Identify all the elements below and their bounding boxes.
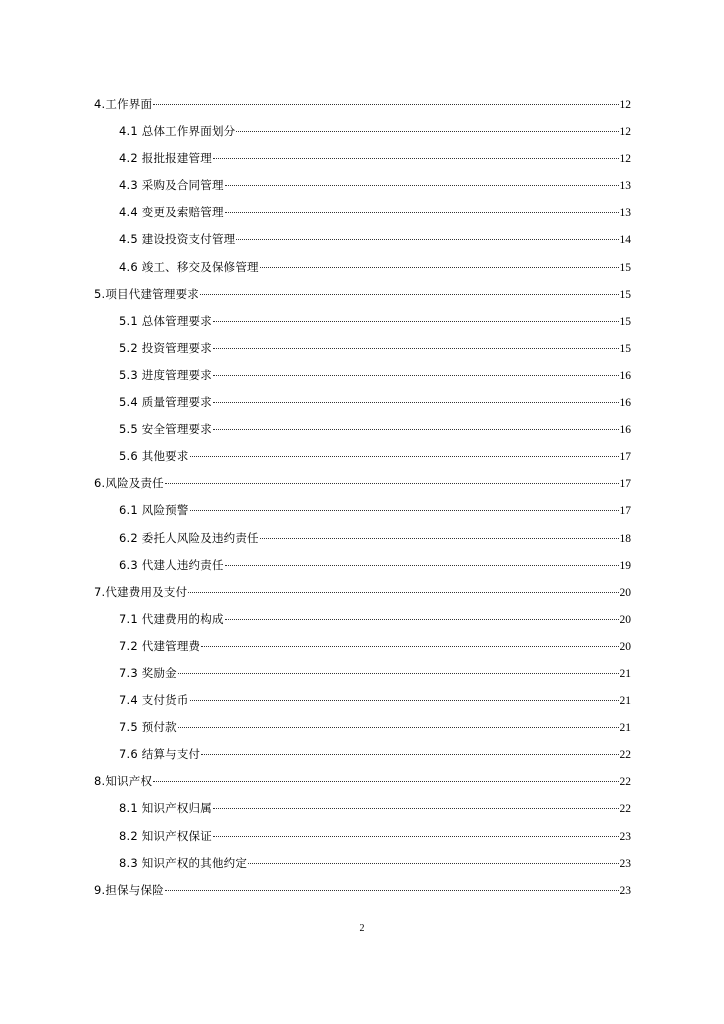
- toc-entry-title: 8.知识产权: [94, 774, 153, 789]
- toc-entry-title: 6.1 风险预警: [119, 503, 189, 518]
- toc-entry-page-number: 21: [619, 667, 631, 680]
- toc-subsection-entry[interactable]: [94, 497, 631, 524]
- toc-entry-page-number: 16: [619, 424, 631, 437]
- toc-entry-page-number: 12: [619, 99, 631, 111]
- toc-entry-title: 7.4 支付货币: [119, 693, 189, 708]
- toc-dot-leader: [190, 456, 619, 457]
- toc-dot-leader: [213, 348, 619, 349]
- toc-section-entry[interactable]: [94, 91, 631, 118]
- toc-dot-leader: [200, 294, 619, 295]
- toc-subsection-entry[interactable]: [94, 660, 631, 687]
- toc-entry-title: 7.5 预付款: [119, 720, 177, 735]
- toc-dot-leader: [225, 565, 619, 566]
- toc-entry-title: 4.2 报批报建管理: [119, 151, 212, 166]
- toc-entry-page-number: 12: [619, 153, 631, 166]
- toc-entry-page-number: 19: [619, 559, 631, 572]
- toc-dot-leader: [213, 158, 619, 159]
- toc-entry-page-number: 22: [619, 749, 631, 762]
- toc-entry-page-number: 16: [619, 397, 631, 410]
- toc-entry-title: 4.5 建设投资支付管理: [119, 232, 236, 247]
- toc-dot-leader: [201, 754, 618, 755]
- toc-entry-title: 7.3 奖励金: [119, 665, 177, 680]
- toc-subsection-entry[interactable]: [94, 823, 631, 850]
- toc-section-entry[interactable]: [94, 877, 631, 904]
- toc-entry-page-number: 16: [619, 369, 631, 382]
- toc-subsection-entry[interactable]: [94, 362, 631, 389]
- toc-entry-page-number: 15: [619, 261, 631, 274]
- toc-dot-leader: [178, 727, 619, 728]
- toc-entry-page-number: 20: [619, 613, 631, 626]
- toc-dot-leader: [190, 510, 619, 511]
- toc-dot-leader: [178, 673, 619, 674]
- table-of-contents: [94, 91, 631, 904]
- toc-entry-page-number: 23: [619, 884, 631, 897]
- toc-dot-leader: [225, 185, 619, 186]
- toc-entry-title: 5.项目代建管理要求: [94, 286, 199, 301]
- toc-entry-page-number: 23: [619, 857, 631, 870]
- toc-entry-title: 9.担保与保险: [94, 882, 164, 897]
- toc-entry-page-number: 20: [619, 640, 631, 653]
- toc-dot-leader: [248, 863, 618, 864]
- toc-entry-title: 5.1 总体管理要求: [119, 313, 212, 328]
- toc-section-entry[interactable]: [94, 281, 631, 308]
- toc-entry-title: 6.2 委托人风险及违约责任: [119, 530, 259, 545]
- toc-section-entry[interactable]: [94, 470, 631, 497]
- toc-dot-leader: [225, 212, 619, 213]
- toc-entry-page-number: 15: [619, 315, 631, 328]
- toc-entry-title: 4.6 竣工、移交及保修管理: [119, 259, 259, 274]
- toc-entry-page-number: 15: [619, 288, 631, 301]
- toc-entry-page-number: 18: [619, 532, 631, 545]
- toc-dot-leader: [236, 131, 618, 132]
- toc-entry-page-number: 13: [619, 207, 631, 220]
- toc-entry-title: 8.3 知识产权的其他约定: [119, 855, 248, 870]
- toc-entry-title: 5.3 进度管理要求: [119, 367, 212, 382]
- toc-entry-title: 6.3 代建人违约责任: [119, 557, 224, 572]
- toc-dot-leader: [213, 808, 619, 809]
- toc-entry-title: 7.代建费用及支付: [94, 584, 188, 599]
- toc-entry-page-number: 23: [619, 830, 631, 843]
- toc-entry-page-number: 17: [619, 451, 631, 464]
- page-number: 2: [359, 923, 365, 934]
- toc-entry-title: 5.5 安全管理要求: [119, 422, 212, 437]
- toc-entry-title: 6.风险及责任: [94, 476, 164, 491]
- toc-entry-page-number: 14: [619, 234, 631, 247]
- toc-subsection-entry[interactable]: [94, 714, 631, 741]
- toc-dot-leader: [165, 483, 619, 484]
- toc-section-entry[interactable]: [94, 579, 631, 606]
- toc-subsection-entry[interactable]: [94, 850, 631, 877]
- toc-subsection-entry[interactable]: [94, 606, 631, 633]
- toc-dot-leader: [201, 646, 618, 647]
- toc-entry-title: 5.2 投资管理要求: [119, 340, 212, 355]
- toc-subsection-entry[interactable]: [94, 795, 631, 822]
- toc-entry-page-number: 17: [619, 505, 631, 518]
- toc-dot-leader: [188, 592, 618, 593]
- toc-dot-leader: [165, 890, 619, 891]
- toc-entry-title: 7.6 结算与支付: [119, 747, 201, 762]
- toc-entry-title: 7.1 代建费用的构成: [119, 611, 224, 626]
- toc-subsection-entry[interactable]: [94, 633, 631, 660]
- toc-subsection-entry[interactable]: [94, 389, 631, 416]
- toc-section-entry[interactable]: [94, 768, 631, 795]
- toc-entry-page-number: 20: [619, 586, 631, 599]
- toc-entry-title: 4.3 采购及合同管理: [119, 178, 224, 193]
- toc-entry-page-number: 22: [619, 776, 631, 789]
- toc-dot-leader: [213, 321, 619, 322]
- toc-subsection-entry[interactable]: [94, 308, 631, 335]
- toc-dot-leader: [225, 619, 619, 620]
- toc-dot-leader: [213, 429, 619, 430]
- toc-subsection-entry[interactable]: [94, 172, 631, 199]
- toc-subsection-entry[interactable]: [94, 118, 631, 145]
- toc-entry-title: 4.4 变更及索赔管理: [119, 205, 224, 220]
- toc-entry-page-number: 12: [619, 126, 631, 139]
- toc-dot-leader: [213, 375, 619, 376]
- toc-dot-leader: [153, 781, 618, 782]
- toc-subsection-entry[interactable]: [94, 335, 631, 362]
- toc-entry-page-number: 17: [619, 478, 631, 491]
- toc-dot-leader: [260, 267, 619, 268]
- toc-dot-leader: [213, 402, 619, 403]
- toc-entry-title: 4.1 总体工作界面划分: [119, 124, 236, 139]
- toc-subsection-entry[interactable]: [94, 416, 631, 443]
- toc-dot-leader: [190, 700, 619, 701]
- toc-entry-page-number: 21: [619, 722, 631, 735]
- toc-entry-title: 8.2 知识产权保证: [119, 828, 212, 843]
- toc-dot-leader: [153, 104, 618, 105]
- toc-subsection-entry[interactable]: [94, 199, 631, 226]
- toc-entry-page-number: 15: [619, 342, 631, 355]
- toc-subsection-entry[interactable]: [94, 687, 631, 714]
- toc-entry-title: 5.6 其他要求: [119, 449, 189, 464]
- toc-entry-title: 7.2 代建管理费: [119, 638, 201, 653]
- toc-entry-page-number: 21: [619, 695, 631, 708]
- toc-entry-title: 8.1 知识产权归属: [119, 801, 212, 816]
- toc-subsection-entry[interactable]: [94, 226, 631, 253]
- toc-subsection-entry[interactable]: [94, 254, 631, 281]
- toc-subsection-entry[interactable]: [94, 552, 631, 579]
- toc-dot-leader: [213, 836, 619, 837]
- toc-entry-title: 5.4 质量管理要求: [119, 395, 212, 410]
- toc-entry-page-number: 13: [619, 180, 631, 193]
- toc-dot-leader: [260, 538, 619, 539]
- toc-entry-page-number: 22: [619, 803, 631, 816]
- toc-entry-title: 4.工作界面: [94, 97, 153, 111]
- toc-subsection-entry[interactable]: [94, 443, 631, 470]
- toc-subsection-entry[interactable]: [94, 525, 631, 552]
- toc-subsection-entry[interactable]: [94, 741, 631, 768]
- toc-subsection-entry[interactable]: [94, 145, 631, 172]
- toc-dot-leader: [236, 239, 618, 240]
